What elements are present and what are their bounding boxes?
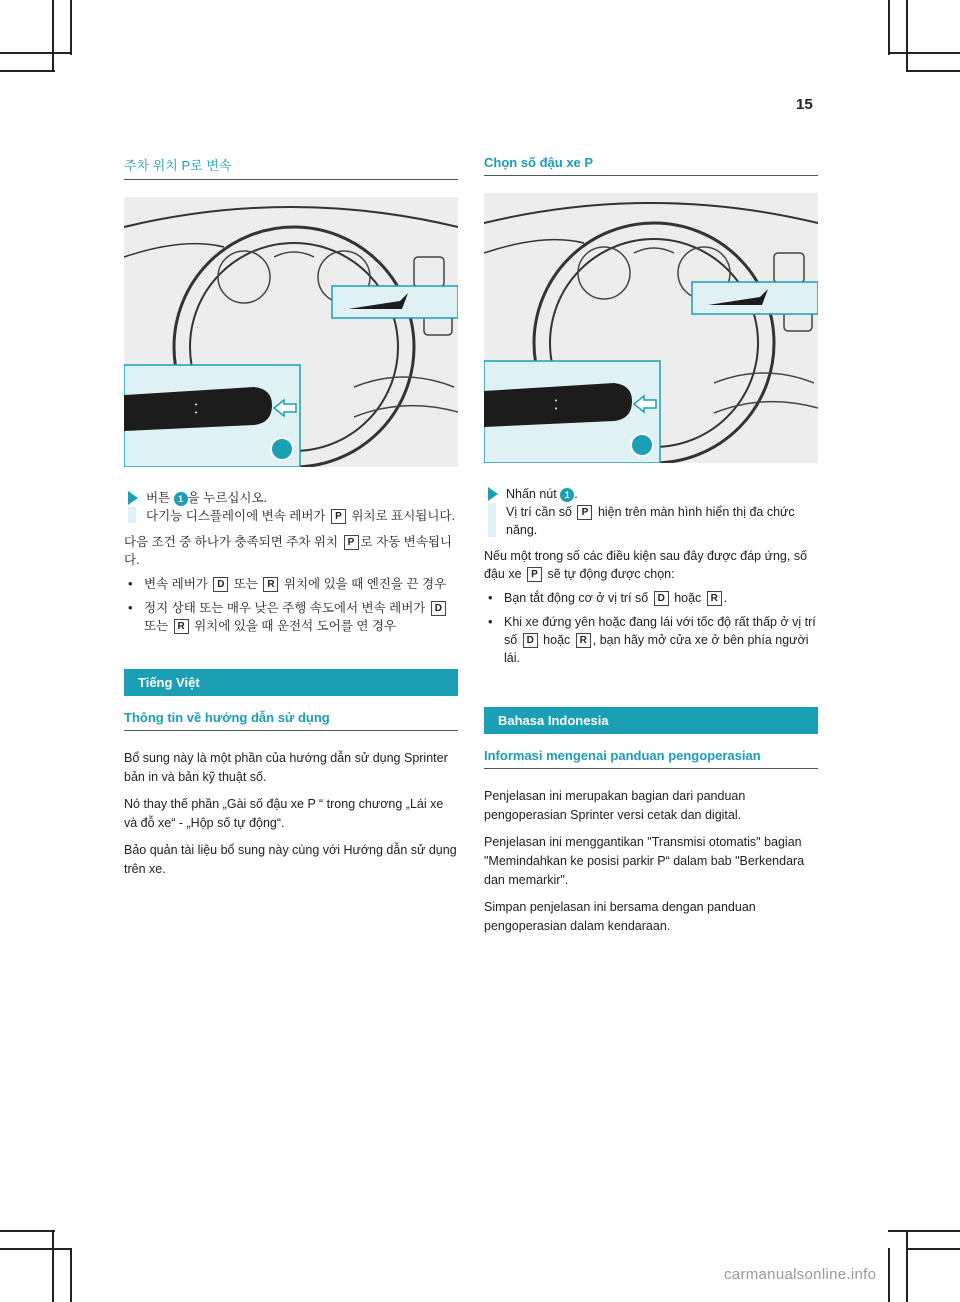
crop-mark xyxy=(906,1248,960,1250)
step-text: 을 누르십시오. xyxy=(187,491,268,505)
crop-mark xyxy=(0,1248,72,1250)
gear-key-box: P xyxy=(331,509,346,524)
steering-wheel-drawing xyxy=(124,197,458,467)
language-banner: Tiếng Việt xyxy=(124,669,458,696)
svg-text:•: • xyxy=(554,405,559,413)
crop-mark xyxy=(70,0,72,55)
step-arrow-icon xyxy=(488,487,498,501)
gear-key-box: P xyxy=(344,535,359,550)
callout-badge: 1 xyxy=(560,488,574,502)
left-column xyxy=(124,155,458,887)
item-text: 또는 xyxy=(144,619,172,633)
paragraph: Bổ sung này là một phần của hướng dẫn sử dụng Sprinter bản in và bản kỹ thuật số. xyxy=(124,751,448,784)
crop-mark xyxy=(888,1248,890,1302)
paragraph: Penjelasan ini menggantikan "Transmisi otomatis" bagian "Memindahkan ke posisi parkir P“ dalam bab "Berkendara dan memarkir". xyxy=(484,835,805,887)
step-action xyxy=(146,489,458,507)
callout-badge: 1 xyxy=(174,492,188,506)
list-item xyxy=(124,599,458,635)
step-text: . xyxy=(574,487,578,501)
crop-mark xyxy=(52,0,54,72)
watermark[interactable]: carmanualsonline.info xyxy=(724,1266,877,1283)
step-action xyxy=(506,485,818,503)
item-text: hoặc xyxy=(670,591,705,605)
step-text: 버튼 xyxy=(146,491,174,505)
item-text: 정지 상태 또는 매우 낮은 주행 속도에서 변속 레버가 xyxy=(144,601,429,615)
steering-wheel-drawing xyxy=(484,193,818,463)
gear-key-box: P xyxy=(577,505,592,520)
list-item xyxy=(124,575,458,593)
step-instruction xyxy=(484,485,818,539)
crop-mark xyxy=(0,52,72,54)
gear-key-box: R xyxy=(707,591,722,606)
step-result xyxy=(506,503,818,539)
intro-text: 로 자동 변속됩니다. xyxy=(124,535,452,567)
steering-wheel-illustration xyxy=(484,193,818,463)
item-text: hoặc xyxy=(539,633,574,647)
step-instruction xyxy=(124,489,458,525)
result-bar xyxy=(128,507,136,523)
crop-mark xyxy=(906,0,908,72)
result-bar xyxy=(488,503,496,537)
crop-mark xyxy=(906,70,960,72)
right-column xyxy=(484,155,818,944)
gear-key-box: R xyxy=(263,577,278,592)
paragraph: Penjelasan ini merupakan bagian dari panduan pengoperasian Sprinter versi cetak dan digital. xyxy=(484,789,746,822)
item-text: . xyxy=(723,591,728,605)
paragraph: Bảo quản tài liệu bổ sung này cùng với Hướng dẫn sử dụng trên xe. xyxy=(124,843,457,876)
crop-mark xyxy=(70,1248,72,1302)
body-text xyxy=(124,749,458,879)
gear-key-box: D xyxy=(431,601,446,616)
page-number: 15 xyxy=(796,96,813,113)
list-item xyxy=(484,589,818,607)
step-text: Nhấn nút xyxy=(506,487,561,501)
conditions-list xyxy=(484,589,818,667)
paragraph: Simpan penjelasan ini bersama dengan panduan pengoperasian dalam kendaraan. xyxy=(484,900,756,933)
item-text: 위치에 있을 때 엔진을 끈 경우 xyxy=(280,577,447,591)
item-text: 변속 레버가 xyxy=(144,577,212,591)
gear-key-box: D xyxy=(654,591,669,606)
gear-key-box: D xyxy=(523,633,538,648)
language-banner: Bahasa Indonesia xyxy=(484,707,818,734)
crop-mark xyxy=(0,70,55,72)
gear-key-box: R xyxy=(174,619,189,634)
step-text: 다기능 디스플레이에 변속 레버가 xyxy=(146,509,329,523)
item-text: Khi xe đứng yên hoặc đang lái với tốc độ rất thấp ở vị trí số xyxy=(504,615,816,647)
step-text: hiện trên màn hình hiển thị đa chức năng. xyxy=(506,505,795,537)
gear-key-box: R xyxy=(576,633,591,648)
body-text xyxy=(484,787,818,936)
crop-mark xyxy=(888,52,960,54)
intro-text: 다음 조건 중 하나가 충족되면 주차 위치 xyxy=(124,535,342,549)
steering-wheel-illustration xyxy=(124,197,458,467)
gear-key-box: P xyxy=(527,567,542,582)
conditions-list xyxy=(124,575,458,635)
sub-heading: Informasi mengenai panduan pengoperasian xyxy=(484,748,818,769)
step-text: 위치로 표시됩니다. xyxy=(347,509,455,523)
intro-text: sẽ tự động được chọn: xyxy=(544,567,675,581)
item-text: 또는 xyxy=(230,577,262,591)
svg-text:•: • xyxy=(194,409,199,417)
crop-mark xyxy=(0,1230,55,1232)
conditions-intro xyxy=(484,547,818,583)
crop-mark xyxy=(52,1230,54,1302)
svg-text:•: • xyxy=(194,401,199,409)
section-heading: Chọn số đậu xe P xyxy=(484,155,818,176)
step-text: Vị trí cần số xyxy=(506,505,576,519)
paragraph: Nó thay thế phần „Gài số đậu xe P “ trong chương „Lái xe và đỗ xe“ - „Hộp số tự động“. xyxy=(124,797,444,830)
step-result xyxy=(146,507,458,525)
conditions-intro xyxy=(124,533,458,569)
intro-text: Nếu một trong số các điều kiện sau đây được đáp ứng, số đậu xe xyxy=(484,549,808,581)
gear-key-box: D xyxy=(213,577,228,592)
item-text: 위치에 있을 때 운전석 도어를 연 경우 xyxy=(190,619,397,633)
item-text: Bạn tắt động cơ ở vị trí số xyxy=(504,591,652,605)
svg-text:•: • xyxy=(554,397,559,405)
item-text: , bạn hãy mở cửa xe ở bên phía người lái. xyxy=(504,633,809,665)
crop-mark xyxy=(888,0,890,55)
crop-mark xyxy=(888,1230,960,1232)
sub-heading: Thông tin về hướng dẫn sử dụng xyxy=(124,710,458,731)
list-item xyxy=(484,613,818,667)
crop-mark xyxy=(906,1230,908,1302)
section-heading: 주차 위치 P로 변속 xyxy=(124,155,458,180)
step-arrow-icon xyxy=(128,491,138,505)
